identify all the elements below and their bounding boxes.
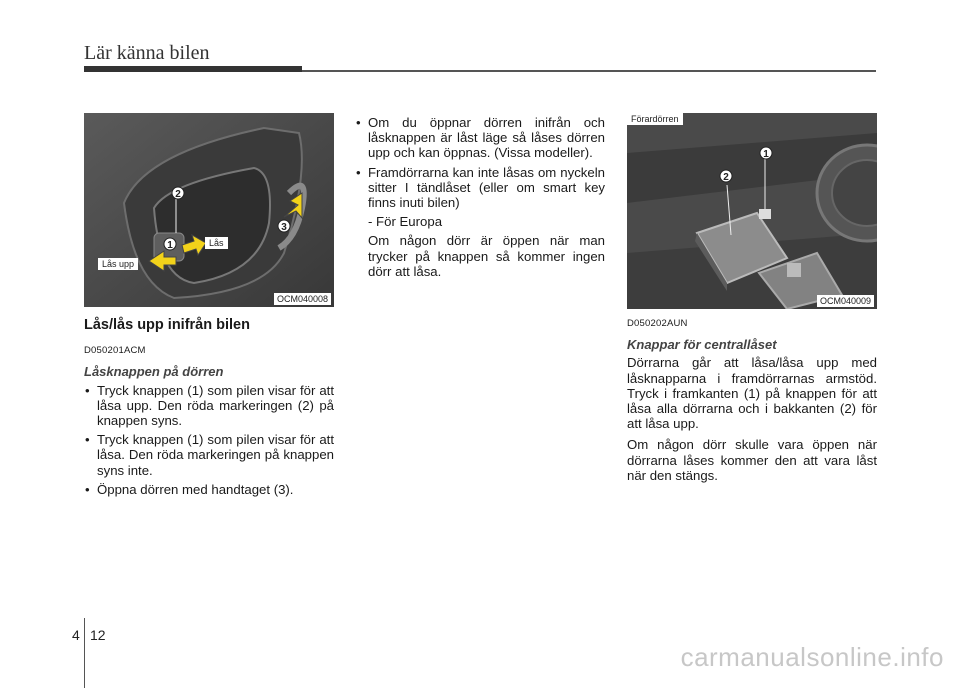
chapter-number: 4 (72, 627, 80, 643)
bullet-item: • Om du öppnar dörren inifrån och låsknappen är låst läge så låses dörren upp och kan öppnas. (Vissa modeller). (355, 115, 605, 161)
figure2-caption: Förardörren (627, 113, 683, 125)
header-rule-thick (84, 66, 302, 72)
callout-1: 1 (763, 149, 769, 160)
column-left (84, 318, 334, 501)
sub-label: - För Europa (368, 214, 443, 230)
column-right (627, 316, 877, 489)
bullet-item: • Tryck knappen (1) som pilen visar för att låsa upp. Den röda markeringen (2) på knappen syns. (84, 383, 334, 429)
paragraph: Dörrarna går att låsa/låsa upp med låsknapparna i framdörrarnas armstöd. Tryck i framkanten (1) på knappen för att låsa alla dörrarna och i bakkanten (2) för att låsa upp. (627, 355, 877, 432)
door-handle-illustration (84, 113, 334, 307)
sub-text: Om någon dörr är öppen när man trycker på knappen så kommer ingen dörr att låsa. (368, 233, 605, 279)
section-subhead: Knappar för centrallåset (627, 337, 777, 353)
section-code: D050202AUN (627, 318, 688, 329)
page-header-title: Lär känna bilen (84, 42, 210, 64)
page-number: 12 (90, 627, 106, 643)
bullet-list (84, 383, 334, 497)
section-title: Lås/lås upp inifrån bilen (84, 317, 250, 333)
header-rule-thin (302, 70, 876, 72)
callout-2: 2 (175, 189, 181, 200)
bullet-item: • Öppna dörren med handtaget (3). (84, 482, 334, 497)
section-subhead: Låsknappen på dörren (84, 364, 224, 380)
door-handle-figure (84, 113, 334, 307)
bullet-list (355, 115, 605, 210)
callout-1: 1 (167, 240, 173, 251)
central-lock-illustration (627, 113, 877, 309)
callout-2: 2 (723, 172, 729, 183)
watermark: carmanualsonline.info (680, 642, 944, 672)
callout-3: 3 (281, 222, 287, 233)
paragraph: Om någon dörr skulle vara öppen när dörrarna låses kommer den att vara låst när den stängs. (627, 437, 877, 483)
central-lock-figure (627, 113, 877, 309)
figure1-code: OCM040008 (274, 293, 331, 305)
bullet-item: • Tryck knappen (1) som pilen visar för att låsa. Den röda markeringen på knappen syns inte. (84, 432, 334, 478)
lock-label: Lås (205, 237, 228, 249)
unlock-label: Lås upp (98, 258, 138, 270)
section-code: D050201ACM (84, 345, 146, 357)
figure2-code: OCM040009 (817, 295, 874, 307)
footer-divider (84, 618, 85, 688)
column-middle (355, 115, 605, 283)
bullet-item: • Framdörrarna kan inte låsas om nyckeln sitter I tändlåset (eller om smart key finns inuti bilen) (355, 165, 605, 211)
